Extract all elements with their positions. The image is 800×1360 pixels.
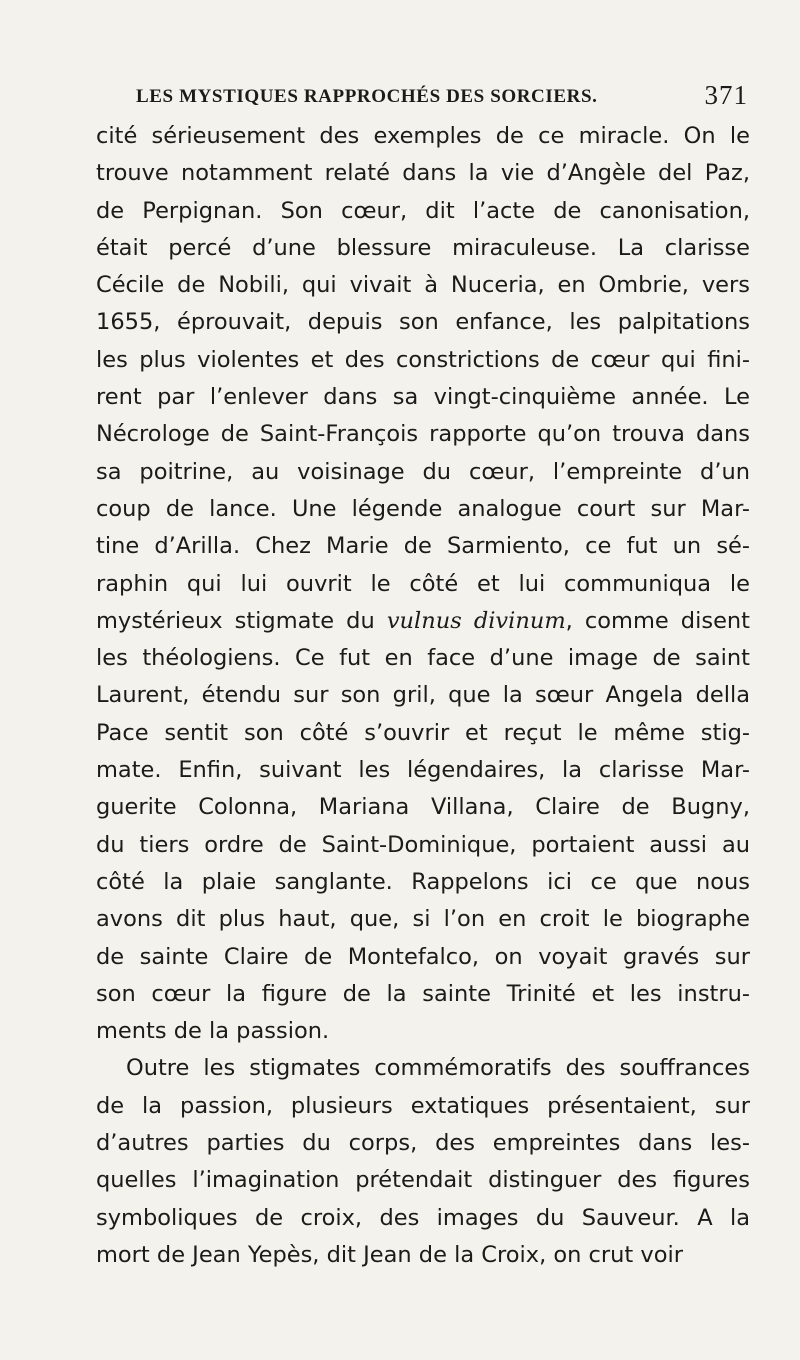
text-line: mate. Enfin, suivant les légendaires, la clarisse Mar- [96, 757, 750, 784]
text-line: du tiers ordre de Saint-Dominique, portaient aussi au [96, 831, 750, 858]
text-line: de la passion, plusieurs extatiques présentaient, sur [96, 1092, 750, 1119]
page-number: 371 [704, 80, 748, 110]
text-line: Outre les stigmates commémoratifs des souffrances [126, 1055, 750, 1082]
text-line: cité sérieusement des exemples de ce miracle. On le [96, 123, 750, 149]
text-line: côté la plaie sanglante. Rappelons ici ce que nous [96, 868, 750, 895]
text-line: mort de Jean Yepès, dit Jean de la Croix, on crut voir [96, 1241, 683, 1268]
italic-latin-phrase: vulnus divinum [386, 607, 566, 634]
text-line: mystérieux stigmate du vulnus divinum, comme disent [96, 607, 750, 634]
running-header [98, 80, 748, 112]
text-line: sa poitrine, au voisinage du cœur, l’empreinte d’un [96, 458, 750, 485]
running-title: LES MYSTIQUES RAPPROCHÉS DES SORCIERS. [136, 86, 598, 107]
text-line: raphin qui lui ouvrit le côté et lui communiqua le [96, 570, 750, 597]
text-line: quelles l’imagination prétendait distinguer des figures [96, 1167, 750, 1194]
text-line: de sainte Claire de Montefalco, on voyait gravés sur [96, 943, 750, 970]
text-line: symboliques de croix, des images du Sauveur. A la [96, 1204, 750, 1231]
text-line: coup de lance. Une légende analogue court sur Mar- [96, 495, 750, 522]
text-line: les plus violentes et des constrictions de cœur qui fini- [96, 346, 750, 373]
text-line: avons dit plus haut, que, si l’on en croit le biographe [96, 906, 750, 933]
text-line: tine d’Arilla. Chez Marie de Sarmiento, ce fut un sé- [96, 533, 750, 560]
text-line: les théologiens. Ce fut en face d’une image de saint [96, 645, 750, 672]
text-line: était percé d’une blessure miraculeuse. La clarisse [96, 234, 750, 261]
text-line: Laurent, étendu sur son gril, que la sœur Angela della [96, 682, 750, 709]
text-line: trouve notamment relaté dans la vie d’Angèle del Paz, [96, 160, 750, 187]
body-text [96, 118, 750, 1274]
text-line: son cœur la figure de la sainte Trinité et les instru- [96, 980, 750, 1007]
text-line: ments de la passion. [96, 1018, 330, 1045]
text-line: de Perpignan. Son cœur, dit l’acte de canonisation, [96, 197, 750, 224]
text-line: guerite Colonna, Mariana Villana, Claire de Bugny, [96, 794, 750, 821]
text-line: Nécrologe de Saint-François rapporte qu’on trouva dans [96, 421, 750, 448]
text-line: rent par l’enlever dans sa vingt-cinquième année. Le [96, 384, 750, 411]
text-line: d’autres parties du corps, des empreintes dans les- [96, 1130, 750, 1157]
text-line: 1655, éprouvait, depuis son enfance, les palpitations [96, 309, 750, 336]
text-line: Cécile de Nobili, qui vivait à Nuceria, en Ombrie, vers [96, 272, 750, 299]
text-line: Pace sentit son côté s’ouvrir et reçut le même stig- [96, 719, 750, 746]
